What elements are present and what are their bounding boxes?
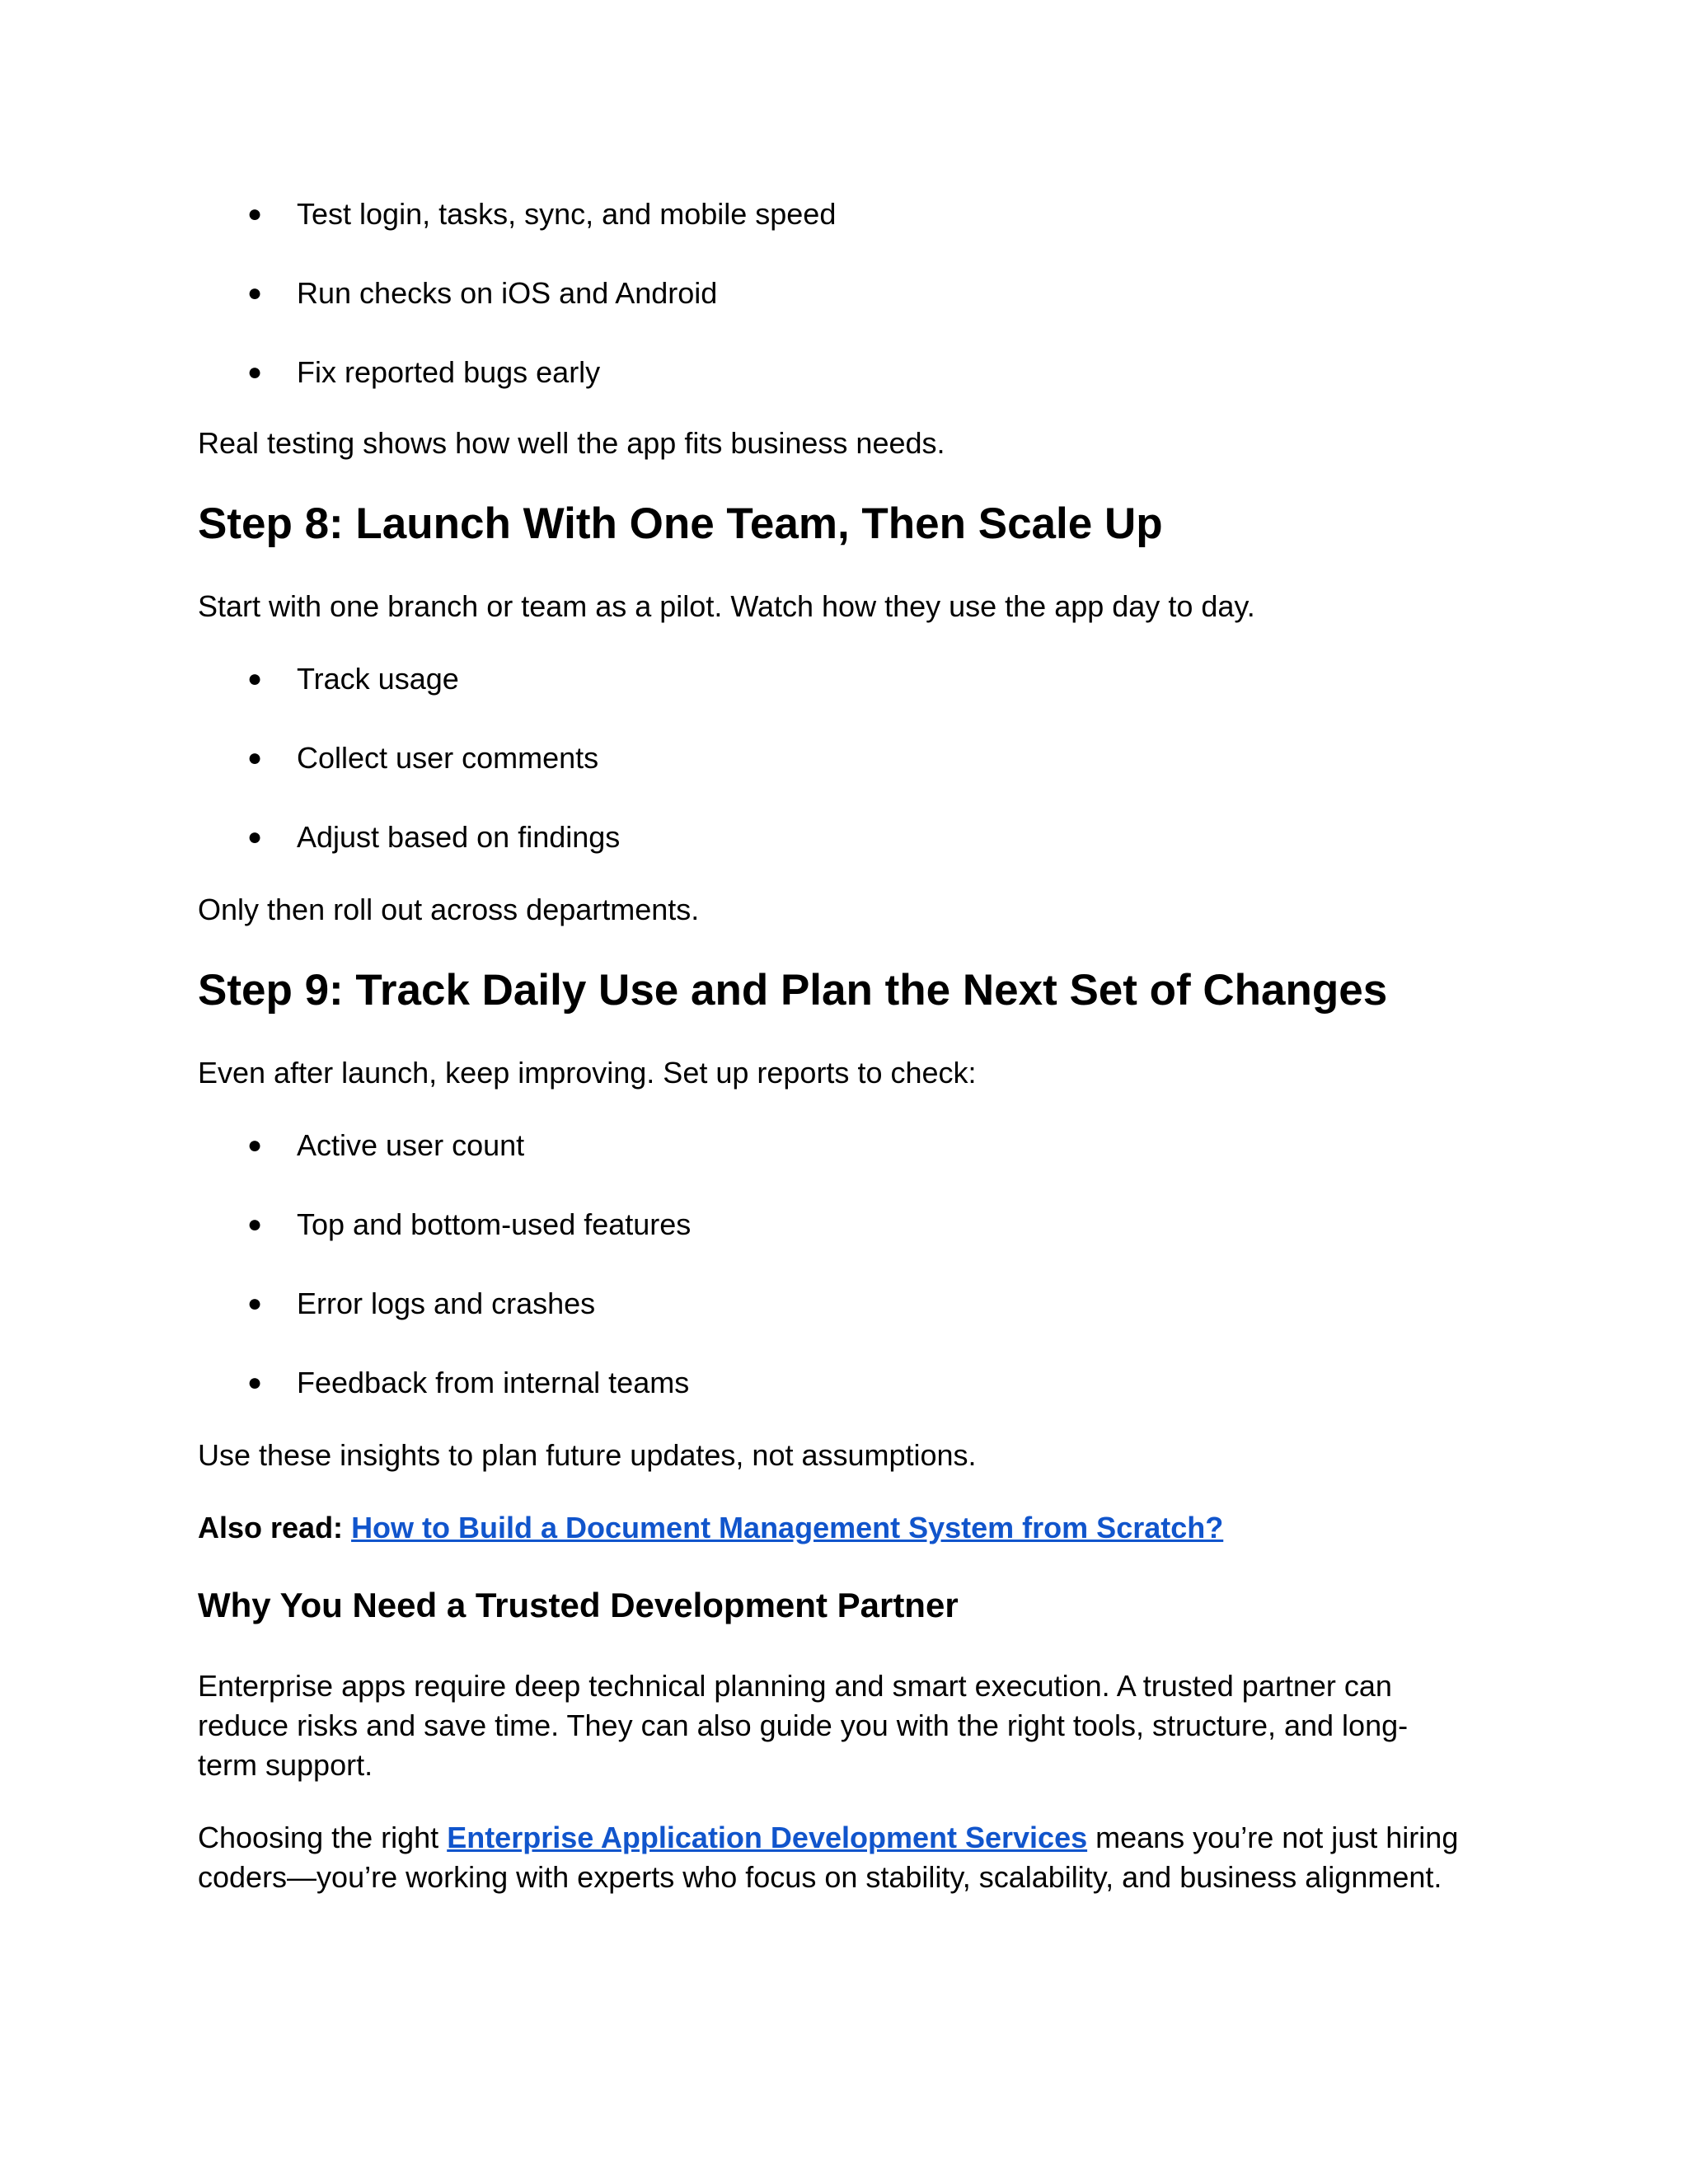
bullet-icon: ● xyxy=(247,823,263,851)
bullet-icon: ● xyxy=(247,1211,263,1238)
step8-outro: Only then roll out across departments. xyxy=(198,893,700,926)
bullet-icon: ● xyxy=(247,1369,263,1396)
list-item-text: Adjust based on findings xyxy=(297,820,621,854)
step8-intro: Start with one branch or team as a pilot. Watch how they use the app day to day. xyxy=(198,589,1255,623)
list-item-text: Feedback from internal teams xyxy=(297,1366,690,1399)
partner-para1-line3: term support. xyxy=(198,1748,373,1782)
step9-outro: Use these insights to plan future updates, not assumptions. xyxy=(198,1438,977,1472)
list-item-text: Top and bottom-used features xyxy=(297,1207,692,1241)
step9-heading: Step 9: Track Daily Use and Plan the Next Set of Changes xyxy=(198,966,1388,1015)
bullet-icon: ● xyxy=(247,359,263,386)
partner-heading: Why You Need a Trusted Development Partner xyxy=(198,1586,959,1624)
bullet-icon: ● xyxy=(247,665,263,692)
bullet-icon: ● xyxy=(247,1290,263,1317)
bullet-icon: ● xyxy=(247,279,263,307)
also-read xyxy=(198,1508,1223,1548)
also-read-link[interactable]: How to Build a Document Management System from Scratch? xyxy=(351,1511,1224,1544)
enterprise-services-link[interactable]: Enterprise Application Development Services xyxy=(447,1821,1088,1854)
list-item-text: Track usage xyxy=(297,662,459,696)
bullet-icon: ● xyxy=(247,200,263,227)
bullet-icon: ● xyxy=(247,744,263,771)
bullet-icon: ● xyxy=(247,1132,263,1159)
partner-para2-post: means you’re not just hiring xyxy=(1087,1821,1459,1854)
list-item-text: Collect user comments xyxy=(297,741,599,775)
partner-para2-line2: coders—you’re working with experts who focus on stability, scalability, and business alignment. xyxy=(198,1860,1442,1894)
step8-heading: Step 8: Launch With One Team, Then Scale Up xyxy=(198,499,1163,548)
partner-para1-line2: reduce risks and save time. They can also guide you with the right tools, structure, and long- xyxy=(198,1708,1409,1742)
partner-para2-line1 xyxy=(198,1818,1458,1858)
list-item-text: Active user count xyxy=(297,1128,525,1162)
step9-intro: Even after launch, keep improving. Set up reports to check: xyxy=(198,1056,977,1090)
also-read-label: Also read: xyxy=(198,1511,344,1544)
paragraph: Real testing shows how well the app fits business needs. xyxy=(198,426,945,460)
partner-para1-line1: Enterprise apps require deep technical planning and smart execution. A trusted partner can xyxy=(198,1669,1392,1703)
list-item-text: Fix reported bugs early xyxy=(297,355,601,389)
partner-para2-pre: Choosing the right xyxy=(198,1821,448,1854)
list-item-text: Error logs and crashes xyxy=(297,1286,596,1320)
list-item-text: Run checks on iOS and Android xyxy=(297,276,718,310)
list-item-text: Test login, tasks, sync, and mobile speed xyxy=(297,197,837,231)
